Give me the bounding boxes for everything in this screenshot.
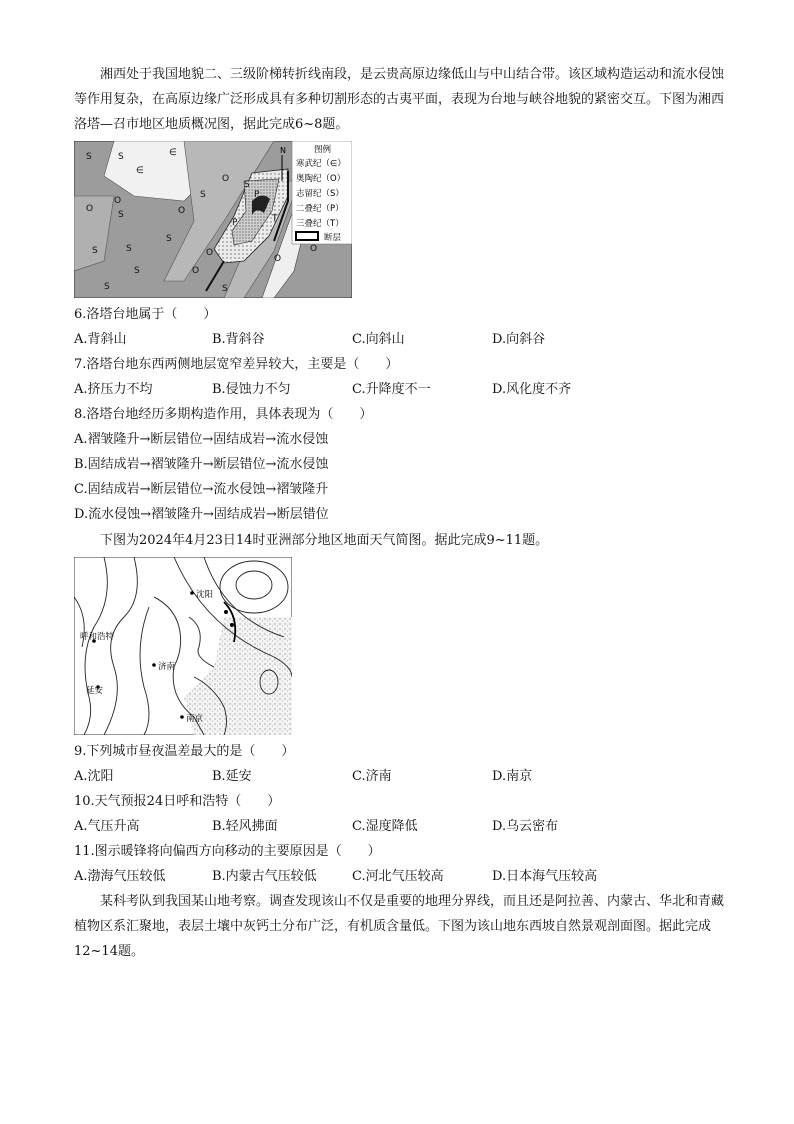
q6-option-b[interactable]: B.背斜谷 — [212, 332, 265, 347]
city-yanan: 延安 — [86, 686, 104, 696]
label-p: P — [254, 190, 260, 200]
q9-option-b[interactable]: B.延安 — [212, 769, 252, 784]
label-o: O — [222, 174, 230, 184]
weather-map — [74, 557, 292, 739]
question-6-stem: 6.洛塔台地属于（ ） — [74, 307, 217, 322]
q8-option-d[interactable]: D.流水侵蚀→褶皱隆升→固结成岩→断层错位 — [74, 507, 329, 522]
q8-option-a[interactable]: A.褶皱隆升→断层错位→固结成岩→流水侵蚀 — [74, 432, 329, 447]
q6-option-a[interactable]: A.背斜山 — [74, 332, 127, 347]
q10-option-a[interactable]: A.气压升高 — [74, 819, 140, 834]
legend-permian: 二叠纪（P） — [296, 204, 344, 214]
label-s: S — [118, 210, 124, 220]
q7-option-c[interactable]: C.升降度不一 — [352, 382, 431, 397]
q11-option-c[interactable]: C.河北气压较高 — [352, 869, 444, 884]
passage-mountain-text: 某科考队到我国某山地考察。调查发现该山不仅是重要的地理分界线，而且还是阿拉善、内蒙古、华北和青藏植物区系汇聚地，表层土壤中灰钙土分布广泛，有机质含量低。下图为该山地东西坡自然景观剖面图。据此完成12~14题。 — [74, 894, 725, 959]
q7-option-b[interactable]: B.侵蚀力不匀 — [212, 382, 291, 397]
legend-title: 图例 — [314, 145, 332, 155]
label-o: O — [274, 254, 282, 264]
label-o: O — [86, 204, 94, 214]
north-label: N — [280, 146, 286, 155]
q11-option-b[interactable]: B.内蒙古气压较低 — [212, 869, 317, 884]
label-s: S — [104, 282, 110, 292]
passage-geology-text: 湘西处于我国地貌二、三级阶梯转折线南段，是云贵高原边缘低山与中山结合带。该区域构造运动和流水侵蚀等作用复杂，在高原边缘广泛形成具有多种切割形态的古夷平面，表现为台地与峡谷地貌的紧密交互。下图为湘西洛塔—召市地区地质概况图，据此完成6~8题。 — [74, 67, 725, 132]
q11-option-d[interactable]: D.日本海气压较高 — [492, 869, 598, 884]
label-o: O — [178, 206, 186, 216]
q8-option-b[interactable]: B.固结成岩→褶皱隆升→断层错位→流水侵蚀 — [74, 457, 329, 472]
legend-triassic: 三叠纪（T） — [296, 219, 344, 229]
label-s: S — [222, 284, 228, 294]
label-s: S — [244, 180, 250, 190]
question-9-stem: 9.下列城市昼夜温差最大的是（ ） — [74, 744, 295, 759]
label-s: S — [134, 266, 140, 276]
label-s: S — [118, 152, 124, 162]
geology-map — [74, 141, 352, 302]
city-hohhot: 呼和浩特 — [80, 632, 115, 642]
q7-option-a[interactable]: A.挤压力不均 — [74, 382, 153, 397]
label-o: O — [206, 248, 214, 258]
label-s: S — [166, 234, 172, 244]
q8-option-c[interactable]: C.固结成岩→断层错位→流水侵蚀→褶皱隆升 — [74, 482, 329, 497]
legend-fault: 断层 — [324, 233, 342, 243]
q9-option-a[interactable]: A.沈阳 — [74, 769, 114, 784]
question-10-stem: 10.天气预报24日呼和浩特（ ） — [74, 794, 281, 809]
city-shenyang: 沈阳 — [196, 590, 214, 600]
q10-option-c[interactable]: C.湿度降低 — [352, 819, 418, 834]
q6-option-c[interactable]: C.向斜山 — [352, 332, 405, 347]
passage-weather — [74, 528, 724, 553]
q11-option-a[interactable]: A.渤海气压较低 — [74, 869, 166, 884]
q9-option-c[interactable]: C.济南 — [352, 769, 392, 784]
passage-weather-text: 下图为2024年4月23日14时亚洲部分地区地面天气简图。据此完成9~11题。 — [100, 533, 549, 548]
label-t: T — [272, 214, 278, 224]
label-o: O — [310, 244, 318, 254]
legend-silurian: 志留纪（S） — [296, 189, 344, 199]
label-cambrian: ∈ — [136, 166, 144, 176]
legend-cambrian: 寒武纪（∈） — [296, 159, 346, 169]
label-s: S — [200, 190, 206, 200]
legend-fault-symbol — [296, 232, 318, 240]
q6-option-d[interactable]: D.向斜谷 — [492, 332, 546, 347]
legend-ordovician: 奥陶纪（O） — [296, 174, 346, 184]
city-jinan: 济南 — [158, 662, 176, 672]
label-s: S — [126, 244, 132, 254]
label-p: P — [232, 218, 238, 228]
q9-option-d[interactable]: D.南京 — [492, 769, 533, 784]
label-o: O — [192, 266, 200, 276]
question-8-stem: 8.洛塔台地经历多期构造作用，具体表现为（ ） — [74, 407, 373, 422]
label-o: O — [114, 196, 122, 206]
q7-option-d[interactable]: D.风化度不齐 — [492, 382, 572, 397]
passage-geology — [74, 62, 724, 137]
q10-option-d[interactable]: D.乌云密布 — [492, 819, 559, 834]
city-nanjing: 南京 — [186, 714, 204, 724]
question-11-stem: 11.图示暖锋将向偏西方向移动的主要原因是（ ） — [74, 844, 381, 859]
question-7-stem: 7.洛塔台地东西两侧地层宽窄差异较大，主要是（ ） — [74, 357, 399, 372]
passage-mountain — [74, 889, 724, 964]
label-s: S — [92, 246, 98, 256]
label-s: S — [86, 152, 92, 162]
q10-option-b[interactable]: B.轻风拂面 — [212, 819, 278, 834]
label-cambrian: ∈ — [169, 148, 177, 158]
